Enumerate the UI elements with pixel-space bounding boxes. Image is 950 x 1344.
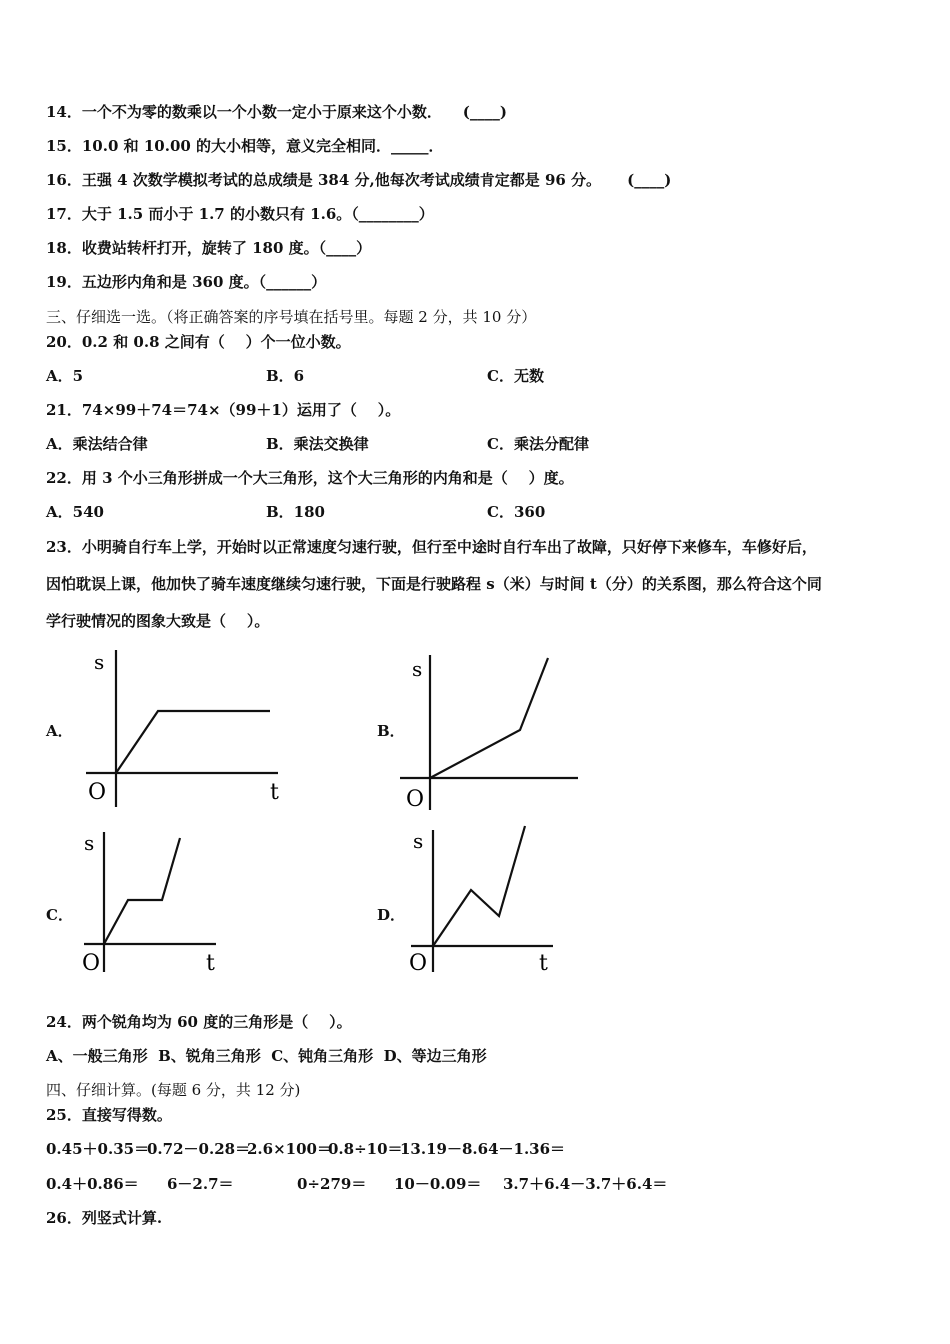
question-17: 17．大于 1.5 而小于 1.7 的小数只有 1.6。（________） <box>46 205 434 223</box>
q20-option-c: C．无数 <box>487 367 544 385</box>
question-23-line-2: 因怕耽误上课，他加快了骑车速度继续匀速行驶，下面是行驶路程 s（米）与时间 t（分）的关系图，那么符合这个同 <box>46 575 822 593</box>
q21-option-a: A．乘法结合律 <box>46 435 148 453</box>
graph-a-label: A． <box>46 722 73 740</box>
question-14: 14．一个不为零的数乘以一个小数一定小于原来这个小数． (____) <box>46 103 507 121</box>
question-15: 15．10.0 和 10.00 的大小相等，意义完全相同．_____． <box>46 137 444 155</box>
question-21: 21．74×99＋74＝74×（99＋1）运用了（ ）。 <box>46 401 401 419</box>
graph-c <box>80 830 230 975</box>
section-3-heading: 三、仔细选一选。（将正确答案的序号填在括号里。每题 2 分，共 10 分） <box>46 308 537 326</box>
graph-c-s-label: s <box>84 831 95 855</box>
calc-1-5: 13.19－8.64－1.36＝ <box>400 1140 566 1158</box>
graph-b <box>400 650 585 812</box>
question-25: 25．直接写得数。 <box>46 1106 172 1124</box>
question-26: 26．列竖式计算. <box>46 1209 163 1227</box>
section-4-heading: 四、仔细计算。(每题 6 分，共 12 分) <box>46 1081 301 1099</box>
calc-2-3: 0÷279＝ <box>297 1175 367 1193</box>
question-24-options: A、一般三角形 B、锐角三角形 C、钝角三角形 D、等边三角形 <box>46 1047 487 1065</box>
question-18: 18．收费站转杆打开，旋转了 180 度。（____） <box>46 239 372 257</box>
q22-option-c: C．360 <box>487 503 546 521</box>
question-19: 19．五边形内角和是 360 度。（______） <box>46 273 327 291</box>
question-20: 20．0.2 和 0.8 之间有（ ）个一位小数。 <box>46 333 351 351</box>
calc-1-1: 0.45＋0.35＝ <box>46 1140 150 1158</box>
calc-1-3: 2.6×100＝ <box>247 1140 332 1158</box>
q22-option-a: A．540 <box>46 503 104 521</box>
calc-2-5: 3.7＋6.4－3.7＋6.4＝ <box>503 1175 668 1193</box>
q21-option-b: B．乘法交换律 <box>266 435 369 453</box>
calc-2-2: 6－2.7＝ <box>167 1175 234 1193</box>
graph-b-s-label: s <box>412 657 423 681</box>
graph-a-s-label: s <box>94 650 105 674</box>
graph-c-label: C． <box>46 906 73 924</box>
graph-c-origin-label: O <box>82 951 101 975</box>
calc-2-1: 0.4＋0.86＝ <box>46 1175 139 1193</box>
graph-a <box>80 645 290 810</box>
q20-option-a: A．5 <box>46 367 84 385</box>
q21-option-c: C．乘法分配律 <box>487 435 589 453</box>
question-24: 24．两个锐角均为 60 度的三角形是（ ）。 <box>46 1013 352 1031</box>
graph-d-s-label: s <box>413 829 424 853</box>
graph-d-t-label: t <box>539 951 548 976</box>
calc-2-4: 10－0.09＝ <box>394 1175 482 1193</box>
graph-a-t-label: t <box>270 780 279 805</box>
question-23-line-3: 学行驶情况的图象大致是（ ）。 <box>46 612 270 630</box>
question-22: 22．用 3 个小三角形拼成一个大三角形，这个大三角形的内角和是（ ）度。 <box>46 469 574 487</box>
question-23-line-1: 23．小明骑自行车上学，开始时以正常速度匀速行驶，但行至中途时自行车出了故障，只好停下来修车，车修好后， <box>46 538 817 556</box>
graph-c-t-label: t <box>206 951 215 975</box>
q22-option-b: B．180 <box>266 503 325 521</box>
graph-d-label: D． <box>377 906 406 924</box>
graph-d <box>405 822 565 977</box>
calc-1-2: 0.72－0.28＝ <box>147 1140 251 1158</box>
graph-d-origin-label: O <box>409 951 428 976</box>
q20-option-b: B．6 <box>266 367 305 385</box>
question-16: 16．王强 4 次数学模拟考试的总成绩是 384 分,他每次考试成绩肯定都是 96 分。 (____) <box>46 171 672 189</box>
calc-1-4: 0.8÷10＝ <box>328 1140 403 1158</box>
graph-a-origin-label: O <box>88 780 107 805</box>
graph-b-origin-label: O <box>406 787 425 812</box>
graph-b-label: B． <box>377 722 405 740</box>
